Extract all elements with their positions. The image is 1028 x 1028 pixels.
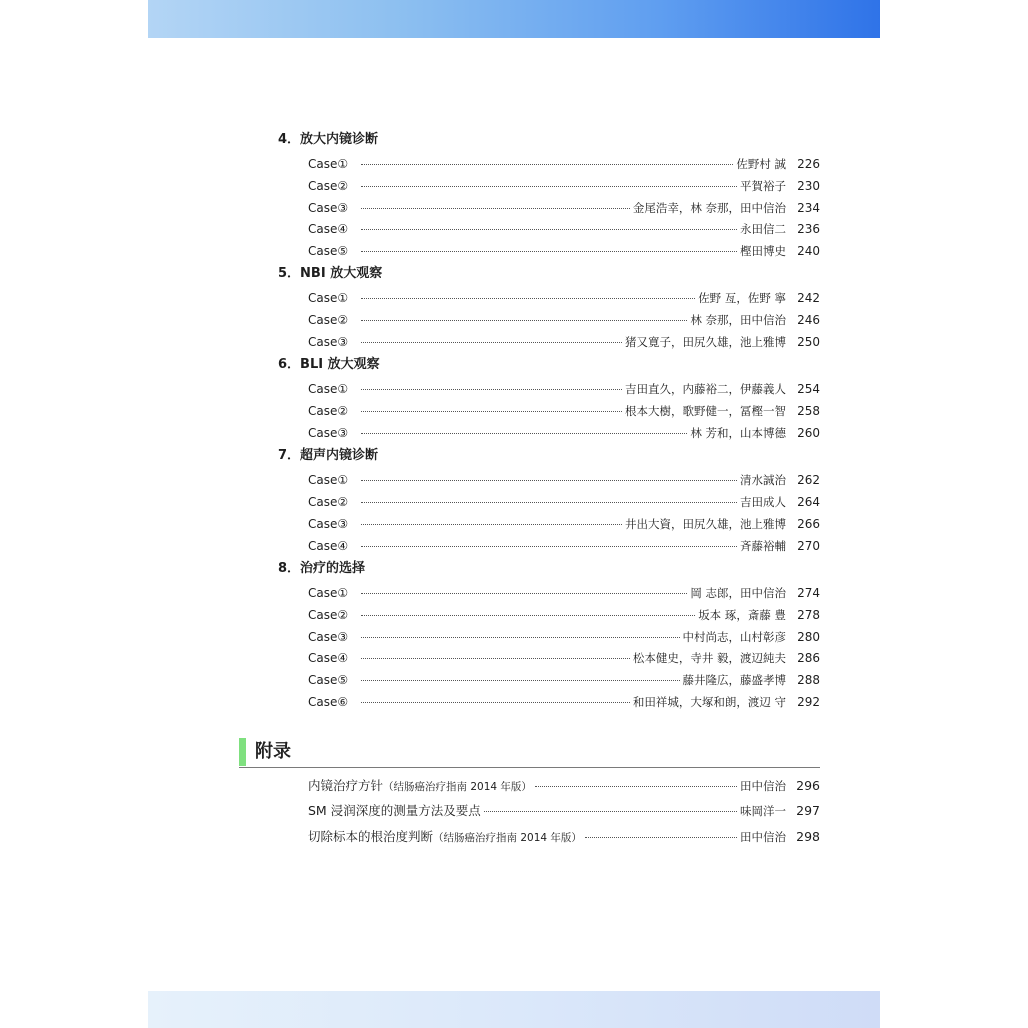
dot-leader: [361, 614, 695, 616]
dot-leader: [361, 523, 622, 525]
author-names: 樫田博史: [740, 244, 786, 258]
entry-title-main: SM 浸润深度的测量方法及要点: [308, 802, 481, 818]
author-names: 佐野 亙，佐野 寧: [698, 291, 786, 305]
page-number: 288: [797, 673, 820, 687]
appendix-entry[interactable]: [308, 777, 820, 795]
case-label: Case①: [308, 291, 349, 305]
toc-entry[interactable]: [308, 628, 820, 646]
case-label: Case①: [308, 157, 349, 171]
author-names: 中村尚志，山村彰彦: [682, 630, 786, 644]
page-number: 278: [797, 608, 820, 622]
section-heading: 8．治疗的选择: [278, 561, 366, 576]
author-names: 根本大樹，歌野健一，冨樫一智: [625, 404, 786, 418]
dot-leader: [585, 836, 737, 838]
page-number: 230: [797, 179, 820, 193]
page-number: 240: [797, 244, 820, 258]
page-number: 266: [797, 517, 820, 531]
page-number: 264: [797, 495, 820, 509]
case-label: Case④: [308, 222, 349, 236]
appendix-header: [239, 738, 820, 768]
toc-entry[interactable]: [308, 584, 820, 602]
toc-entry[interactable]: [308, 471, 820, 489]
dot-leader: [361, 163, 733, 165]
dot-leader: [361, 319, 687, 321]
section-heading: 5．NBI 放大观察: [278, 266, 383, 281]
page-number: 236: [797, 222, 820, 236]
section-heading: 4．放大内镜诊断: [278, 132, 379, 147]
appendix-marker-bar: [239, 738, 246, 766]
toc-entry[interactable]: [308, 693, 820, 711]
author-names: 藤井隆広，藤盛孝博: [682, 673, 786, 687]
toc-entry[interactable]: [308, 311, 820, 329]
dot-leader: [484, 810, 737, 812]
footer-band: [148, 991, 880, 1028]
case-label: Case⑥: [308, 695, 349, 709]
author-names: 味岡洋一: [740, 804, 786, 818]
toc-entry[interactable]: [308, 242, 820, 260]
toc-entry[interactable]: [308, 606, 820, 624]
page-number: 260: [797, 426, 820, 440]
dot-leader: [361, 410, 622, 412]
toc-entry[interactable]: [308, 220, 820, 238]
page-number: 286: [797, 651, 820, 665]
page-number: 280: [797, 630, 820, 644]
dot-leader: [361, 388, 622, 390]
entry-title-main: 切除标本的根治度判断: [308, 828, 434, 844]
case-label: Case③: [308, 426, 349, 440]
toc-entry[interactable]: [308, 493, 820, 511]
toc-entry[interactable]: [308, 424, 820, 442]
entry-title-note: （结肠癌治疗指南 2014 年版）: [383, 780, 532, 793]
case-label: Case①: [308, 586, 349, 600]
dot-leader: [361, 501, 737, 503]
dot-leader: [361, 207, 630, 209]
case-label: Case②: [308, 404, 349, 418]
toc-entry[interactable]: [308, 380, 820, 398]
author-names: 吉田直久，内藤裕二，伊藤義人: [625, 382, 786, 396]
case-label: Case⑤: [308, 244, 349, 258]
dot-leader: [361, 250, 737, 252]
author-names: 井出大資，田尻久雄，池上雅博: [625, 517, 786, 531]
author-names: 金尾浩幸，林 奈那，田中信治: [632, 201, 786, 215]
toc-entry[interactable]: [308, 177, 820, 195]
page-number: 296: [796, 778, 820, 793]
case-label: Case②: [308, 179, 349, 193]
toc-entry[interactable]: [308, 671, 820, 689]
page-number: 292: [797, 695, 820, 709]
entry-title-note: （结肠癌治疗指南 2014 年版）: [433, 831, 582, 844]
author-names: 坂本 琢，斎藤 豊: [698, 608, 786, 622]
toc-entry[interactable]: [308, 649, 820, 667]
page-number: 274: [797, 586, 820, 600]
appendix-entry[interactable]: [308, 828, 820, 846]
author-names: 猪又寛子，田尻久雄，池上雅博: [625, 335, 786, 349]
dot-leader: [361, 341, 622, 343]
author-names: 林 奈那，田中信治: [690, 313, 786, 327]
entry-title-main: 内镜治疗方针: [308, 777, 384, 793]
toc-entry[interactable]: [308, 402, 820, 420]
toc-entry[interactable]: [308, 537, 820, 555]
entry-title: [308, 777, 532, 796]
case-label: Case③: [308, 517, 349, 531]
author-names: 松本健史，寺井 毅，渡辺純夫: [632, 651, 786, 665]
dot-leader: [361, 479, 737, 481]
entry-title: [308, 828, 582, 847]
dot-leader: [361, 592, 687, 594]
dot-leader: [361, 297, 695, 299]
case-label: Case③: [308, 335, 349, 349]
dot-leader: [361, 679, 680, 681]
page-number: 250: [797, 335, 820, 349]
author-names: 斉藤裕輔: [740, 539, 786, 553]
section-heading: 7．超声内镜诊断: [278, 448, 379, 463]
page-number: 258: [797, 404, 820, 418]
case-label: Case④: [308, 651, 349, 665]
toc-entry[interactable]: [308, 515, 820, 533]
author-names: 田中信治: [740, 779, 786, 793]
author-names: 和田祥城，大塚和朗，渡辺 守: [632, 695, 786, 709]
case-label: Case③: [308, 201, 349, 215]
page-number: 298: [796, 829, 820, 844]
author-names: 佐野村 誠: [736, 157, 786, 171]
author-names: 平賀裕子: [740, 179, 786, 193]
author-names: 岡 志郎，田中信治: [690, 586, 786, 600]
case-label: Case⑤: [308, 673, 349, 687]
author-names: 林 芳和，山本博德: [690, 426, 786, 440]
case-label: Case②: [308, 495, 349, 509]
dot-leader: [361, 657, 630, 659]
dot-leader: [535, 785, 737, 787]
dot-leader: [361, 636, 680, 638]
toc-entry[interactable]: [308, 155, 820, 173]
case-label: Case②: [308, 608, 349, 622]
toc-entry[interactable]: [308, 199, 820, 217]
case-label: Case①: [308, 473, 349, 487]
page-number: 297: [796, 803, 820, 818]
dot-leader: [361, 432, 687, 434]
page-number: 270: [797, 539, 820, 553]
author-names: 清水誠治: [740, 473, 786, 487]
case-label: Case②: [308, 313, 349, 327]
case-label: Case①: [308, 382, 349, 396]
page-number: 262: [797, 473, 820, 487]
section-heading: 6．BLI 放大观察: [278, 357, 380, 372]
entry-title: [308, 802, 481, 821]
dot-leader: [361, 228, 737, 230]
dot-leader: [361, 185, 737, 187]
author-names: 永田信二: [740, 222, 786, 236]
page-number: 242: [797, 291, 820, 305]
appendix-title: 附录: [255, 741, 291, 762]
appendix-entry[interactable]: [308, 802, 820, 820]
author-names: 田中信治: [740, 830, 786, 844]
case-label: Case③: [308, 630, 349, 644]
header-band: [148, 0, 880, 38]
page-number: 226: [797, 157, 820, 171]
page-number: 254: [797, 382, 820, 396]
toc-entry[interactable]: [308, 289, 820, 307]
page-number: 234: [797, 201, 820, 215]
toc-entry[interactable]: [308, 333, 820, 351]
page-number: 246: [797, 313, 820, 327]
author-names: 吉田成人: [740, 495, 786, 509]
case-label: Case④: [308, 539, 349, 553]
dot-leader: [361, 545, 737, 547]
dot-leader: [361, 701, 630, 703]
